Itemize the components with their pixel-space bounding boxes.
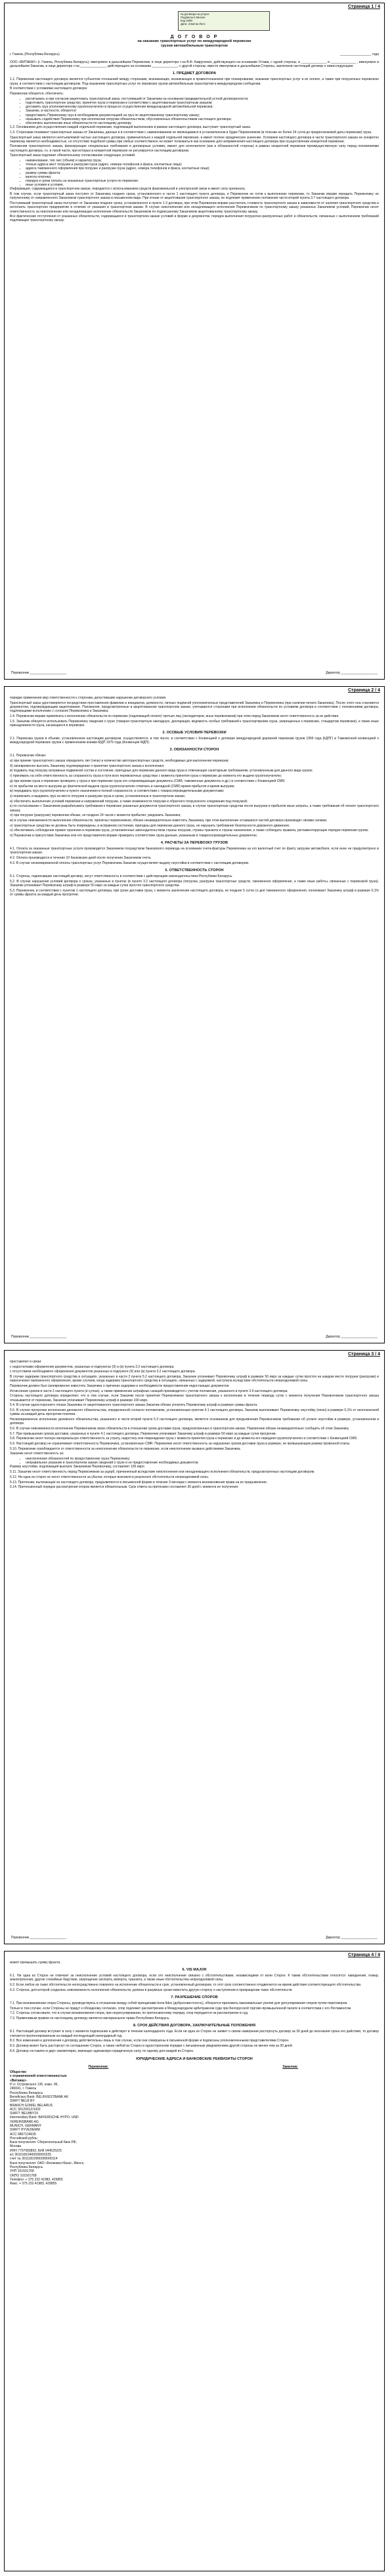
signature-row <box>11 1335 378 1339</box>
section-text: порядке применения мер ответственности к сторонам, допустившим нарушение договорного условия. Транспортный заказ удостоверяется посредством проставления фамилии и инициалов, должности, личных подписей уполномоченных представителей Заказчика и Перевозчика (при наличии печати Заказчика). После этого она становится документом, подтверждающим акцептование. Положения, предусмотренные в акцептованном транспортном заказе, учитываются сторонами при исполнении обязательств по условиям договора в соответствии с положениями договора, подлежащими исполнению с согласия Перевозчика и Заказчика. 1.4. Перевозчик вправе привлекать к исполнению обязательств по перевозке (подлежащей оплате) третьих лиц (экспедиторов, иных перевозчиков) при этом перед Заказчиком несет ответственность за их действия. 1.5. Заказчик обязуется использовать Перевозчику сведения о грузе (товарно-транспортную накладную, декларации, ведомость особых требований к транспортировке груза, запрещенных к перевозке, стандартам перевозки), а также иные принадлежности груза, касающиеся в перевозке. <box>10 696 379 727</box>
carrier-signature: Перевозчик ____________________ <box>11 671 66 675</box>
contract-date: _________________ года <box>340 52 379 56</box>
bullet-list: • наименование, тип, вес (объем) и характер груза; • точные адреса мест погрузки и разгрузки груза (адрес, номера телефонов и факса, контактные лица); • адреса таможенного оформления при погрузке и разгрузке груза (адрес, номера телефонов и факса, контактные лица); • размер суммы фрахта; • валюта платежа; • порядок и сроки оплаты за оказанные транспортные услуги по перевозке; • иные условия и условия. <box>10 159 379 187</box>
page-body <box>10 696 379 1328</box>
requisite-line: ОКПО 101501768 <box>10 2173 37 2178</box>
section-heading: 5. ОТВЕТСТВЕННОСТЬ СТОРОН <box>165 869 224 873</box>
requisite-line: Общество <box>10 2070 27 2075</box>
document-subtitle: на оказание транспортных услуг по международной перевозке <box>137 39 251 43</box>
requisite-line: Москва <box>10 2144 22 2149</box>
bullet-list: • расчитывать и при согласии акцептовать транспортный заказ, поступивший от Заказчика на основании предварительной устной договоренности; • подготовить транспортное средство, принятое груза и перевозки в соответствии с акцептованным транспортным заказом; • доставить груз уполномоченному грузополучателю в процессе осуществления международной автомобильной перевозки; • Заказчик, в частности, обязуется: <box>10 97 379 113</box>
signature-row <box>11 671 378 675</box>
carrier-requisites <box>10 2065 187 2186</box>
section-heading: 6. VIS MAJOR <box>182 1968 207 1973</box>
customer-requisites <box>202 2065 379 2186</box>
section-heading: 2. ОСОБЫЕ УСЛОВИЯ ПЕРЕВОЗКИ <box>162 730 227 735</box>
carrier-signature: Перевозчик ____________________ <box>11 1936 66 1940</box>
document-page-4 <box>4 1951 385 2571</box>
page-body <box>10 1360 379 1929</box>
page-number: Страница 1 / 4 <box>347 5 380 9</box>
contract-city: г. Гомель (Республика Беларусь) <box>10 52 60 56</box>
document-subtitle: грузов автомобильным транспортом <box>161 44 228 48</box>
section-heading: 8. СРОК ДЕЙСТВИЯ ДОГОВОРА, ЗАКЛЮЧИТЕЛЬНЫЕ ПОЛОЖЕНИЯ <box>133 2024 256 2028</box>
section-heading: 1. ПРЕДМЕТ ДОГОВОРА <box>172 72 217 76</box>
requisite-line: счет № 30111810000000000114 <box>10 2157 58 2161</box>
requisite-line: SWIFT HYVEDEMM <box>10 2128 40 2133</box>
page-body <box>10 12 379 664</box>
requisite-line: Российский рубль: <box>10 2136 38 2140</box>
requisite-line: Республика Беларусь <box>10 2091 43 2095</box>
section-heading: 4. РАСЧЕТЫ ЗА ПЕРЕВОЗКУ ГРУЗОВ <box>160 841 228 846</box>
document-title: Д О Г О В О Р <box>170 35 219 39</box>
requisite-line: VEREINSBANK AG <box>10 2119 39 2124</box>
carrier-signature: Перевозчик ____________________ <box>11 1335 66 1339</box>
requisite-line: 246041, г. Гомель <box>10 2087 37 2091</box>
registration-stamp: № договора на услуги: Подписан в Кинске: Код 2009: Дата: отметки Лего: <box>178 11 270 31</box>
requisite-line: «Витакау» <box>10 2078 27 2083</box>
director-signature: Директор ____________________ <box>326 1936 378 1940</box>
place-date-row <box>10 52 379 56</box>
page-number: Страница 4 / 4 <box>347 1953 380 1957</box>
section-text: проставляет в связи: с недостатками оформления документов, указанных в подпунктах (б) и (в) пункта 3.2 настоящего договора; с отсутствием необходимого оформления документов указанных в подпункте (б) или (в) пункта 3.2 настоящего договора. В случае задержки транспортного средства в ситуациях, указанных в части 2 пункта 5.2 настоящего договора, Заказчик уплачивает Перевозчику штраф в размере 50 евро за каждые сутки простоя на каждом месте погрузки (разгрузки) и пересечения таможенного оформления, кроме случаев, когда задержка транспортного средства в ситуациях, связанных с задержкой, наступила вследствие обстоятельств непреодолимой силы. Перевозчик должен был своевременно известить Заказчика о причинах задержки и необходимости предоставления недостающих документов. Исчисление сроков в части 2 настоящего пункта (в сутках), а также применение штрафных санкций производится с учетом положения, указанного в пункте 3.9 настоящего договора. Стороны настоящего договора определяют, что в том случае, если Заказчик после принятия Перевозчиком транспортного заказа к исполнению в течение периода суток с момента получения Перевозчиком транспортного заказа отказывается от перевозки, Заказчик уплачивает Перевозчику штраф в размере 100 евро. 5.4. В случае одностороннего отказа Заказчика от акцептованного транспортного заказа Заказчик обязан уплатить Перевозчику штраф в размере суммы фрахта. 5.5. В случае просрочки исполнения денежного обязательства, определенной согласно положениям, установленным пунктом 4.1 настоящего договора, Заказчик выплачивает Перевозчику неустойку (пеню) в размере 0,1% от неоплаченной суммы за каждый день просрочки платежа. Несвоевременное исполнение денежного обязательства, указанного в части второй пункта 5.3 настоящего договора, является основанием для предъявления Перевозчиком требования об уплате неустойки в размере, установленном в договоре. 5.6. В случае невозможности исполнения Перевозчиком своих обязательств в отношении срока доставки груза, предусмотренных в транспортном заказе, Перевозчик обязан незамедлительно сообщить об этом Заказчику. 5.7. При превышении сроков доставки, указанных в пункте 4.1 настоящего договора, Перевозчик уплачивает Заказчику штраф в размере 50 евро за каждые сутки просрочки. 5.8. Перевозчик несет полную материальную ответственность за утрату, недостачу или повреждение груза с момента принятия груза к перевозке и до момента его передачи грузополучателю в соответствии с Конвенцией CMR. 5.9. Настоящий договор не ограничивает ответственность Перевозчика, установленную CMR. Перевозчик несет ответственность за нарушение сроков доставки груза в размере, не превышающем размер провозной платы. 5.10. Перевозчик освобождается от ответственности за неисполнение обязательств по перевозке, если неисполнение вызвано действиями Заказчика. Заказчик несет ответственность за: • неисполнение обязанностей по предоставлению груза Перевозчику; • неправильное указание в транспортном заказе сведений о грузе и не предоставление необходимых документов. Размер неустойки, подлежащей выплате Заказчиком Перевозчику, составляет 100 евро. 5.11. Заказчик несет ответственность перед Перевозчиком за ущерб, причиненный вследствие неисполнения или ненадлежащего исполнения обязательств, предусмотренных настоящим договором. 5.12. Ни одна из сторон не несет ответственности за убытки, которые возникли в результате обстоятельств непреодолимой силы. 5.13. Претензии, вытекающие из настоящего договора, предъявляются в письменной форме в течение 3 месяцев с момента возникновения права на их предъявление. 5.14. Претензионный порядок рассмотрения споров является обязательным. Срок ответа на претензию составляет 30 дней с момента ее получения. <box>10 1360 379 1489</box>
director-signature: Директор ____________________ <box>326 671 378 675</box>
requisite-line: Банк получателя: Сберегательный банк РФ, <box>10 2140 77 2145</box>
section-text: 5.1. Стороны, подписавшие настоящий договор, несут ответственность в соответствии с действующим законодательством Республики Беларусь. 5.2. В случае нарушения условий договора о сроках, указанных в пунктах (в пункте 3.2 настоящего договора (погрузка, разгрузка транспортных средств, таможенное оформление, а также иные работы, связанные с перевозкой груза), Заказчик уплачивает Перевозчику штраф в размере 50 евро за каждые сутки простоя транспортного средства. 5.3. Перевозчик, в соответствии с пунктом 1 настоящего договора, при сроке доставки груза, с момента заключения настоящего договора, не позднее 5 суток со дня таможенного оформления, оплачивает Заказчику штраф в размере 0,1% от суммы фрахта за каждый день просрочки. <box>10 874 379 897</box>
director-signature: Директор ____________________ <box>326 1335 378 1339</box>
requisite-line: с ограниченной ответственностью <box>10 2074 67 2079</box>
page-number: Страница 2 / 4 <box>347 688 380 693</box>
requisite-line: УНП 101501768 <box>10 2169 34 2174</box>
requisite-line: SWIFT: BELBBY2X <box>10 2112 39 2116</box>
requisite-line: ИНН 7707083893, БИК 044525225 <box>10 2148 62 2153</box>
section-text: 8.1. Настоящий договор вступает в силу с момента подписания и действует в течение календарного года. Если ни одна из Сторон не заявит о своем намерении расторгнуть договор за 30 дней до окончания срока его действия, то договор считается пролонгированным на каждый последующий календарный год. 8.2. Все изменения и дополнения к договору действительны лишь в том случае, если они совершены в письменной форме и подписаны уполномоченными представителями Сторон. 8.3. Договор может быть расторгнут по соглашению Сторон, а также любой из Сторон в одностороннем порядке с письменным уведомлением другой стороны не менее чем за 30 дней. 8.4. Договор составлен в двух экземплярах, имеющих одинаковую юридическую силу, по одному для каждой из Сторон. <box>10 2030 379 2053</box>
requisite-line: Р-л: Остромского 135, комн. 96, <box>10 2083 58 2087</box>
carrier-heading: Перевозчик: <box>88 2064 109 2069</box>
bullet-list: • неисполнение обязанностей по предоставлению груза Перевозчику; • неправильное указание в транспортном заказе сведений о грузе и не предоставление необходимых документов. <box>10 1457 379 1465</box>
requisite-line: MUNICH, GERMANY <box>10 2124 42 2128</box>
requisite-line: ACC 6867124635 <box>10 2132 36 2136</box>
requisite-line: ACC 30120012/1002 <box>10 2107 41 2112</box>
section-text: 6.1. Ни одна из Сторон не отвечает за неисполнение условий настоящего договора, если это неисполнение связано с обстоятельствами, независящими от воли Сторон. К таким обстоятельствам относятся: наводнения, пожар, землетрясения, другие стихийные бедствия, запрещение экспорта, импорта, транзита, а также иные обстоятельства непреодолимой силы. 6.2. Если любое из таких обстоятельств непосредственно повлияло на исполнение обязательств в срок, установленный договором, то этот срок соответственно отодвигается на время действия соответствующего обстоятельства. 6.3. Сторона, для которой создалась невозможность исполнения обязательств, должна в разумные сроки известить другую сторону о наступлении и прекращении таких обстоятельств. <box>10 1974 379 1992</box>
section-text: 4.1. Оплата за оказанные транспортные услуги производится Заказчиком посредством банковского перевода на основании счета-фактуры Перевозчика на его валютный счет по факту загрузки автомобиля, если иное не предусмотрено в транспортном заказе. 4.2. Оплата производится в течение 10 банковских дней после получения Заказчиком счета. 4.3. В случае несвоевременной оплаты транспортных услуг Перевозчика Заказчик осуществляет выдачу неустойки в соответствии с настоящим договором. <box>10 847 379 865</box>
requisite-line: SWIFT BELB BY <box>10 2099 35 2104</box>
requisites-columns <box>10 2065 379 2186</box>
requisite-line: Факс: + 375 232 41983, 429855 <box>10 2182 57 2186</box>
requisite-line: BRANCH GOMEL BELARUS <box>10 2103 53 2108</box>
customer-heading: Заказчик: <box>282 2064 298 2069</box>
section-text: 7.1. При возникновении спора Стороны, руководствуясь в отношении между собой принципами bona fides (добросовестность), обязуются приложить максимальные усилия для урегулирования споров путем переговоров. Только в том случае, если Стороны не придут к обоюдному согласию, спор подлежит рассмотрению в Международном арбитражном суде при Белорусской торгово-промышленной палате в соответствии с его Регламентом. 7.2. Стороны согласовали, что в случае возникновения спора, при неурегулировании, по претензионному порядку, спор передается на рассмотрение в суд. 7.3. Применимым правом по настоящему договору является материальное право Республики Беларусь. <box>10 2001 352 2021</box>
document-page-2 <box>4 686 385 1343</box>
preamble: ООО «ВИТАКАУ» (г. Гомель, Республика Беларусь), именуемое в дальнейшем Перевозчик, в лице директора г-на В.Ф. Каврученко, действующего на основании Устава, с одной стороны, и ______________ и ______________ , именуемое в дальнейшем Заказчик, в лице директора г-на ______________, действующего на основании ______________, с другой стороны, вместе именуемые в дальнейшем Стороны, заключили настоящий договор о нижеследующем: <box>10 60 379 69</box>
section-text: может превышать сумму фрахта. <box>10 1961 61 1965</box>
bullet-list: • предоставить Перевозчику груз в необходимом документацией на груз по акцептованному транспортному заказу; • оказывать содействие Перевозчику при исполнении погрузки обязательством, обусловленных обязательствами настоящего договора; • обеспечить выполнение иных обязательств по настоящему договору. <box>10 113 379 126</box>
requisite-line: Beneficiary Bank: BELINVESTBANK AK <box>10 2095 69 2099</box>
requisite-line: к/с 30101810400000000225 <box>10 2153 52 2157</box>
section-text: 1.1. Перевозчик настоящего договора является субъектом отношений между сторонами, возникающих, возникающих в правоотношениях при планировании, оказании транспортных услуг и их оплате, а также при погрузочных перевозках груза, в соответствии с настоящим договором. Под оказанием транспортных услуг по перевозке грузов автомобильным транспортом в международном сообщении. В соответствии с условиями настоящего договора: Перевозчик обязуется, обеспечить: • расчитывать и при согласии акцептовать транспортный заказ, поступивший от Заказчика на основании предварительной устной договоренности; • подготовить транспортное средство, принятое груза и перевозки в соответствии с акцептованным транспортным заказом; • доставить груз уполномоченному грузополучателю в процессе осуществления международной автомобильной перевозки; • Заказчик, в частности, обязуется: • предоставить Перевозчику груз в необходимом документацией на груз по акцептованному транспортному заказу; • оказывать содействие Перевозчику при исполнении погрузки обязательством, обусловленных обязательствами настоящего договора; • обеспечить выполнение иных обязательств по настоящему договору. 1.2. Основанием для осуществления каждой отдельной перевозки, подлежащей выполнению в рамках настоящего договора, выступает транспортный заказ. 1.3. Сторонами понимают транспортные заказы от Заказчика, данные и в соответствии с наименованием не являющимися в установленном в будке Перевозчиком (в течение не более 24 суток до предполагаемой даты перевозки) груза. Транспортный заказ является неотъемлемой частью настоящего договора, применительно к каждой отдельной перевозке, и имеет полное юридическое значение. Условием настоящего договора в части транспортного заказа не конкретно перевозку является необходимостью, но отсутствие подобной суммы при любых соответственно не может толковаться как основание для неприменения настоящего договора при осуществлении конкретной перевозки. Положения транспортного заказа, фиксирующие специальные требования и договорные условия, имеют для исполнителя (как и обязанностей стороны) в рамках конкретной перевозки преимущественную силу перед положениями настоящего договора, т.к. в такой части, при которых в конкретной перевозке не регулируется настоящим договором. Транспортный заказ подлежит обязательному согласованию следующих условий: • наименование, тип, вес (объем) и характер груза; • точные адреса мест погрузки и разгрузки груза (адрес, номера телефонов и факса, контактные лица); • адреса таможенного оформления при погрузке и разгрузке груза (адрес, номера телефонов и факса, контактные лица); • размер суммы фрахта; • валюта платежа; • порядок и сроки оплаты за оказанные транспортные услуги по перевозке; • иные условия и условия. Информация, содержащаяся в транспортном заказе, передается с использованием средств факсимильной и электронной связи и имеет силу оригинала. В том случае, если транспортный заказ поступит от Заказчика позднее срока, установленного в части 1 настоящего пункта договора, и Перевозчик не готов к выполнению перевозки, то Заказчик вправе передать Перевозчику не полученному от направленного Заказчиком транспортного заказа в письменном виде. При отказе от акцептования транспортного заказа, не подлежит применению положения части второй пункта 3.7 настоящего договора. Поступивший транспортный заказ поступает от Заказчика позднее срока, установленного в пункте 1.3 договора, при этом Перевозчик вправе рассчитать стоимость транспортного заказа в зависимости от наличия транспортного средства и исполнить транспортное предприятие в отличие от указания в транспортном заказе. В случае неисполнения или ненадлежащего исполнения Перевозчиком по транспортному заказу указанных Заказчиком условий, Перевозчик несет ответственность за неисполнение или ненадлежащее исполнение обязательств Заказчиком по подписанному Заказчиком акцептованному транспортному заказу. Все фактические отступления от указанных обязательств, содержащихся в транспортном заказе условий и форме и документов, порядок выполнения погрузочно-разгрузочных работ и обязательств, связанных с выполнением требований подлежащих транспортному заказу. <box>10 77 379 222</box>
requisite-line: Республика Беларусь <box>10 2165 43 2169</box>
document-page-1 <box>4 3 385 680</box>
section-heading: 3. ОБЯЗАННОСТИ СТОРОН <box>169 748 219 752</box>
section-text: 2.1. Перевозка грузов в объеме, установленном настоящим договором, осуществляется, в том числе, в соответствии с Конвенцией о договоре международной дорожной перевозки грузов 1956 года (КДПГ) и Таможенной конвенцией о международной перевозке грузов с применением книжки МДП 1975 года (Конвенция МДП). <box>10 736 379 745</box>
requisite-line: Intermediary Bank: BAYERISCHE HYPO- UND <box>10 2116 79 2120</box>
signature-row <box>11 1936 378 1940</box>
requisites-heading: ЮРИДИЧЕСКИЕ АДРЕСА И БАНКОВСКИЕ РЕКВИЗИТЫ СТОРОН <box>136 2056 253 2061</box>
document-page-3 <box>4 1350 385 1944</box>
requisite-line: Телефон: + 375 232 41983, 429855 <box>10 2177 63 2182</box>
requisite-line: Банк получателя: ОАО «Белинвестбанк», Минск, <box>10 2161 85 2165</box>
section-text: 3.1. Перевозчик обязан: а) при приеме транспортного заказа определить тип (типы) и количество автотранспортных средств, необходимых для выполнения перевозки; б) своевременно выслать Заказчику подтверждение о принятии транспортного заказа к исполнению; в) подавать под погрузку исправные подвижной состав и состояние, пригодные для перевозки данного вида груза и отвечающие санитарным требованиям, установленным для данного вида грузов; г) принимать на себя ответственность за сохранность груза в пути всех перевозочных средствах с момента принятия груза к перевозке до момента его выдачи грузополучателю; д) при приеме груза к перевозке проверить у груза и при перевозке груза его сопровождающие документы (CMR, таможенные документы и др.) в соответствии с Конвенцией CMR; е) по прибытии на место выгрузки до фактической выдачи груза грузополучателю отмечать в накладной (CMR) время прибытия и время выгрузки; ж) передавать груз грузополучателю в пункте назначения в полной сохранности, в соответствии с товаросопроводительными документами; з) перевозить и выдавать груз на место погрузки и разгрузки груза в сроки, установленные в транспортном заказе; и) обеспечить выполнение условий перевозки и направлений погрузки, а также возможности погрузки и обратного погрузочного следования под погрузкой; к) по согласованию с Заказчиком разрабатывать требования к перевозке указанных документов транспортного заказа, в случае транспортные средства после выгрузки и прибытия иные затраты, а также требования об оплате транспортного заказа; л) при погрузке (разгрузке) перевозчик обязан, не позднее 24 часов с момента прибытия, уведомить Заказчика; м) в случае невозможности выполнения обязательств, принятых перевозчиком, обязан незамедлительно известить Заказчика, при этом выполнение оставшихся частей договора производит своими силами; н) транспортные средства не должны быть повреждены, в исправном состоянии, пригодны для перевозки данного груза, не нарушать требования безопасности дорожного движения; о) обеспечивать соблюдение правил хранения и перевозки груза, установленных законодательством страны погрузки, страны транзита и страны назначения, а также соблюдать правила, регламентирующие порядок перевозки грузов; п) Перевозчик в присутствии Заказчика или его представителя вправе проверить соответствие груза данным, указанным в товаросопроводительных документах. <box>10 754 379 838</box>
page-body <box>10 1961 379 2567</box>
page-number: Страница 3 / 4 <box>347 1352 380 1357</box>
section-heading: 7. РАЗРЕШЕНИЕ СПОРОВ <box>171 1995 218 2000</box>
